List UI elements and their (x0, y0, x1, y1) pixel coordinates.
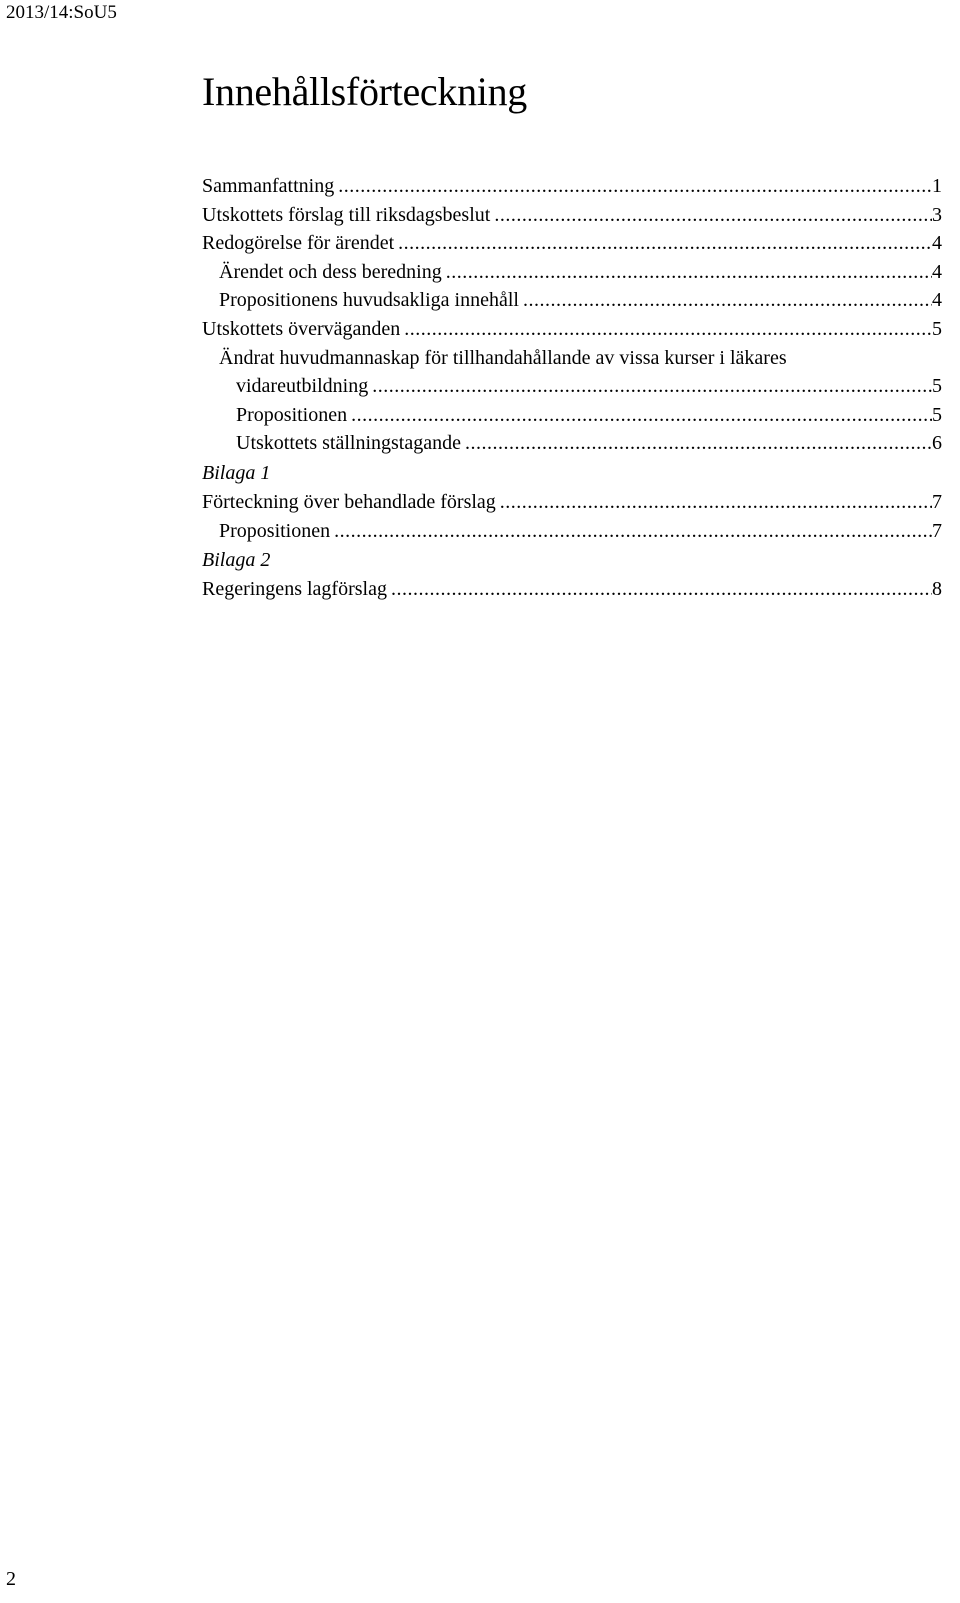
table-of-contents (202, 172, 942, 604)
toc-entry-utskottets-stallningstagande[interactable] (202, 429, 942, 458)
toc-entry-page: 6 (932, 432, 942, 455)
toc-leader-dots (387, 575, 932, 604)
toc-entry-title: Propositionens huvudsakliga innehåll (219, 289, 519, 312)
toc-entry-page: 4 (932, 289, 942, 312)
toc-entry-redogorelse[interactable] (202, 229, 942, 258)
toc-entry-page: 5 (932, 375, 942, 398)
toc-entry-title: Sammanfattning (202, 175, 335, 197)
toc-entry-title: Förteckning över behandlade förslag (202, 490, 496, 513)
toc-leader-dots (394, 229, 932, 258)
toc-entry-andrat-huvudmannaskap-line1[interactable] (202, 344, 942, 373)
toc-entry-page: 5 (932, 403, 942, 426)
toc-leader-dots (461, 429, 932, 458)
toc-entry-title: Utskottets ställningstagande (236, 432, 461, 455)
toc-entry-page: 5 (932, 317, 942, 340)
toc-leader-dots (442, 258, 932, 287)
toc-entry-regeringens-lagforslag[interactable] (202, 575, 942, 604)
toc-entry-utskottets-overvaganden[interactable] (202, 315, 942, 344)
toc-entry-forteckning-forslag[interactable] (202, 488, 942, 517)
toc-entry-andrat-huvudmannaskap-line2[interactable] (202, 372, 942, 401)
page-number: 2 (6, 1568, 16, 1590)
toc-entry-page: 4 (932, 260, 942, 283)
toc-leader-dots (334, 172, 932, 201)
toc-leader-dots (496, 488, 932, 517)
toc-entry-appendix-propositionen[interactable] (202, 517, 942, 546)
toc-entry-arendet[interactable] (202, 258, 942, 287)
toc-leader-dots (400, 315, 932, 344)
toc-heading: Innehållsförteckning (202, 69, 527, 114)
toc-entry-page: 7 (932, 519, 942, 542)
toc-entry-page: 7 (932, 490, 942, 513)
toc-entry-title: Regeringens lagförslag (202, 578, 387, 601)
appendix-1-label: Bilaga 1 (202, 461, 271, 484)
toc-entry-page: 1 (932, 175, 942, 197)
document-id: 2013/14:SoU5 (6, 2, 117, 23)
toc-leader-dots (490, 201, 932, 230)
toc-entry-title: Redogörelse för ärendet (202, 232, 395, 255)
toc-entry-title: Propositionen (219, 519, 331, 542)
toc-entry-sammanfattning[interactable] (202, 172, 942, 201)
toc-entry-title: Ändrat huvudmannaskap för tillhandahållande av vissa kurser i läkares (219, 346, 787, 369)
appendix-2-label: Bilaga 2 (202, 549, 271, 572)
toc-entry-title: Utskottets förslag till riksdagsbeslut (202, 203, 491, 226)
toc-entry-propositionen[interactable] (202, 401, 942, 430)
toc-entry-title: Propositionen (236, 403, 348, 426)
toc-entry-utskottets-forslag[interactable] (202, 201, 942, 230)
toc-leader-dots (330, 517, 932, 546)
toc-leader-dots (368, 372, 932, 401)
toc-leader-dots (519, 286, 932, 315)
toc-entry-page: 3 (932, 203, 942, 226)
toc-entry-page: 4 (932, 232, 942, 255)
toc-entry-title: Ärendet och dess beredning (219, 260, 442, 283)
toc-entry-page: 8 (932, 578, 942, 601)
toc-leader-dots (347, 401, 932, 430)
toc-entry-title-continued: vidareutbildning (236, 375, 369, 398)
toc-entry-propositionens-innehall[interactable] (202, 286, 942, 315)
toc-entry-title: Utskottets överväganden (202, 317, 401, 340)
